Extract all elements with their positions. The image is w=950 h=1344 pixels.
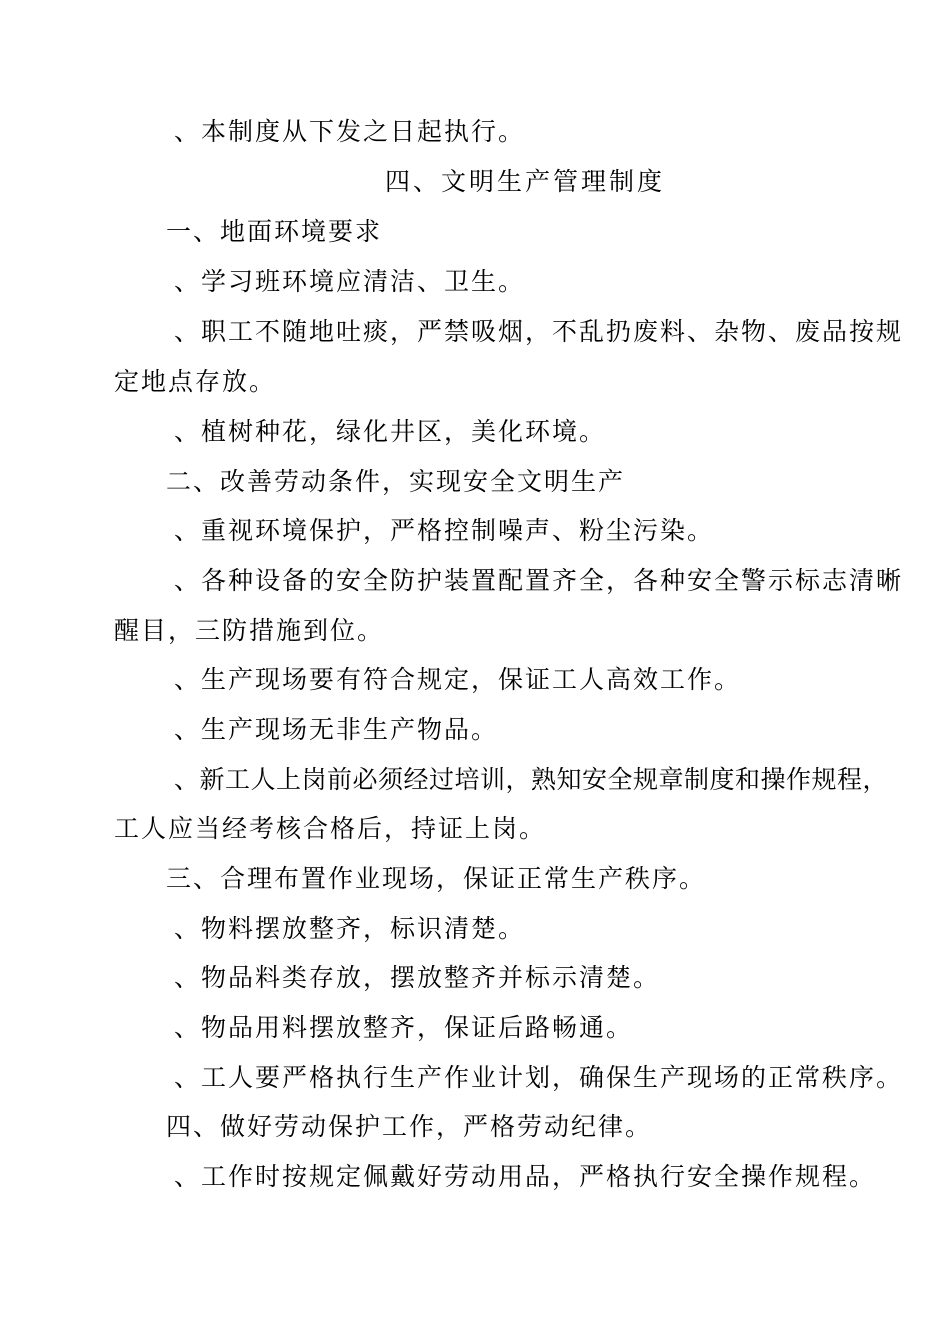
- section-heading: 一、地面环境要求: [166, 217, 383, 246]
- text-line: 、生产现场要有符合规定，保证工人高效工作。: [174, 665, 742, 694]
- text-line: 、学习班环境应清洁、卫生。: [174, 267, 526, 296]
- text-line: 、物料摆放整齐，标识清楚。: [174, 914, 526, 943]
- text-line: 、各种设备的安全防护装置配置齐全，各种安全警示标志清晰: [174, 566, 904, 595]
- text-line: 、工人要严格执行生产作业计划，确保生产现场的正常秩序。: [174, 1063, 904, 1092]
- text-line-continuation: 定地点存放。: [114, 367, 277, 396]
- text-line: 、物品用料摆放整齐，保证后路畅通。: [174, 1013, 634, 1042]
- section-heading: 四、做好劳动保护工作，严格劳动纪律。: [166, 1112, 653, 1141]
- text-line: 、职工不随地吐痰，严禁吸烟，不乱扔废料、杂物、废品按规: [174, 317, 904, 346]
- text-line: 、重视环境保护，严格控制噪声、粉尘污染。: [174, 516, 715, 545]
- text-line: 、新工人上岗前必须经过培训，熟知安全规章制度和操作规程，: [174, 765, 889, 794]
- text-line: 、工作时按规定佩戴好劳动用品，严格执行安全操作规程。: [174, 1162, 877, 1191]
- text-line: 、物品料类存放，摆放整齐并标示清楚。: [174, 963, 661, 992]
- text-line-continuation: 工人应当经考核合格后，持证上岗。: [114, 814, 547, 843]
- text-line: 、生产现场无非生产物品。: [174, 715, 499, 744]
- text-line-continuation: 醒目，三防措施到位。: [114, 616, 385, 645]
- section-heading: 三、合理布置作业现场，保证正常生产秩序。: [166, 864, 707, 893]
- section-heading: 二、改善劳动条件，实现安全文明生产: [166, 467, 626, 496]
- text-line: 、本制度从下发之日起执行。: [174, 117, 526, 146]
- text-line: 、植树种花，绿化井区，美化环境。: [174, 417, 607, 446]
- section-title: 四、文明生产管理制度: [385, 167, 666, 196]
